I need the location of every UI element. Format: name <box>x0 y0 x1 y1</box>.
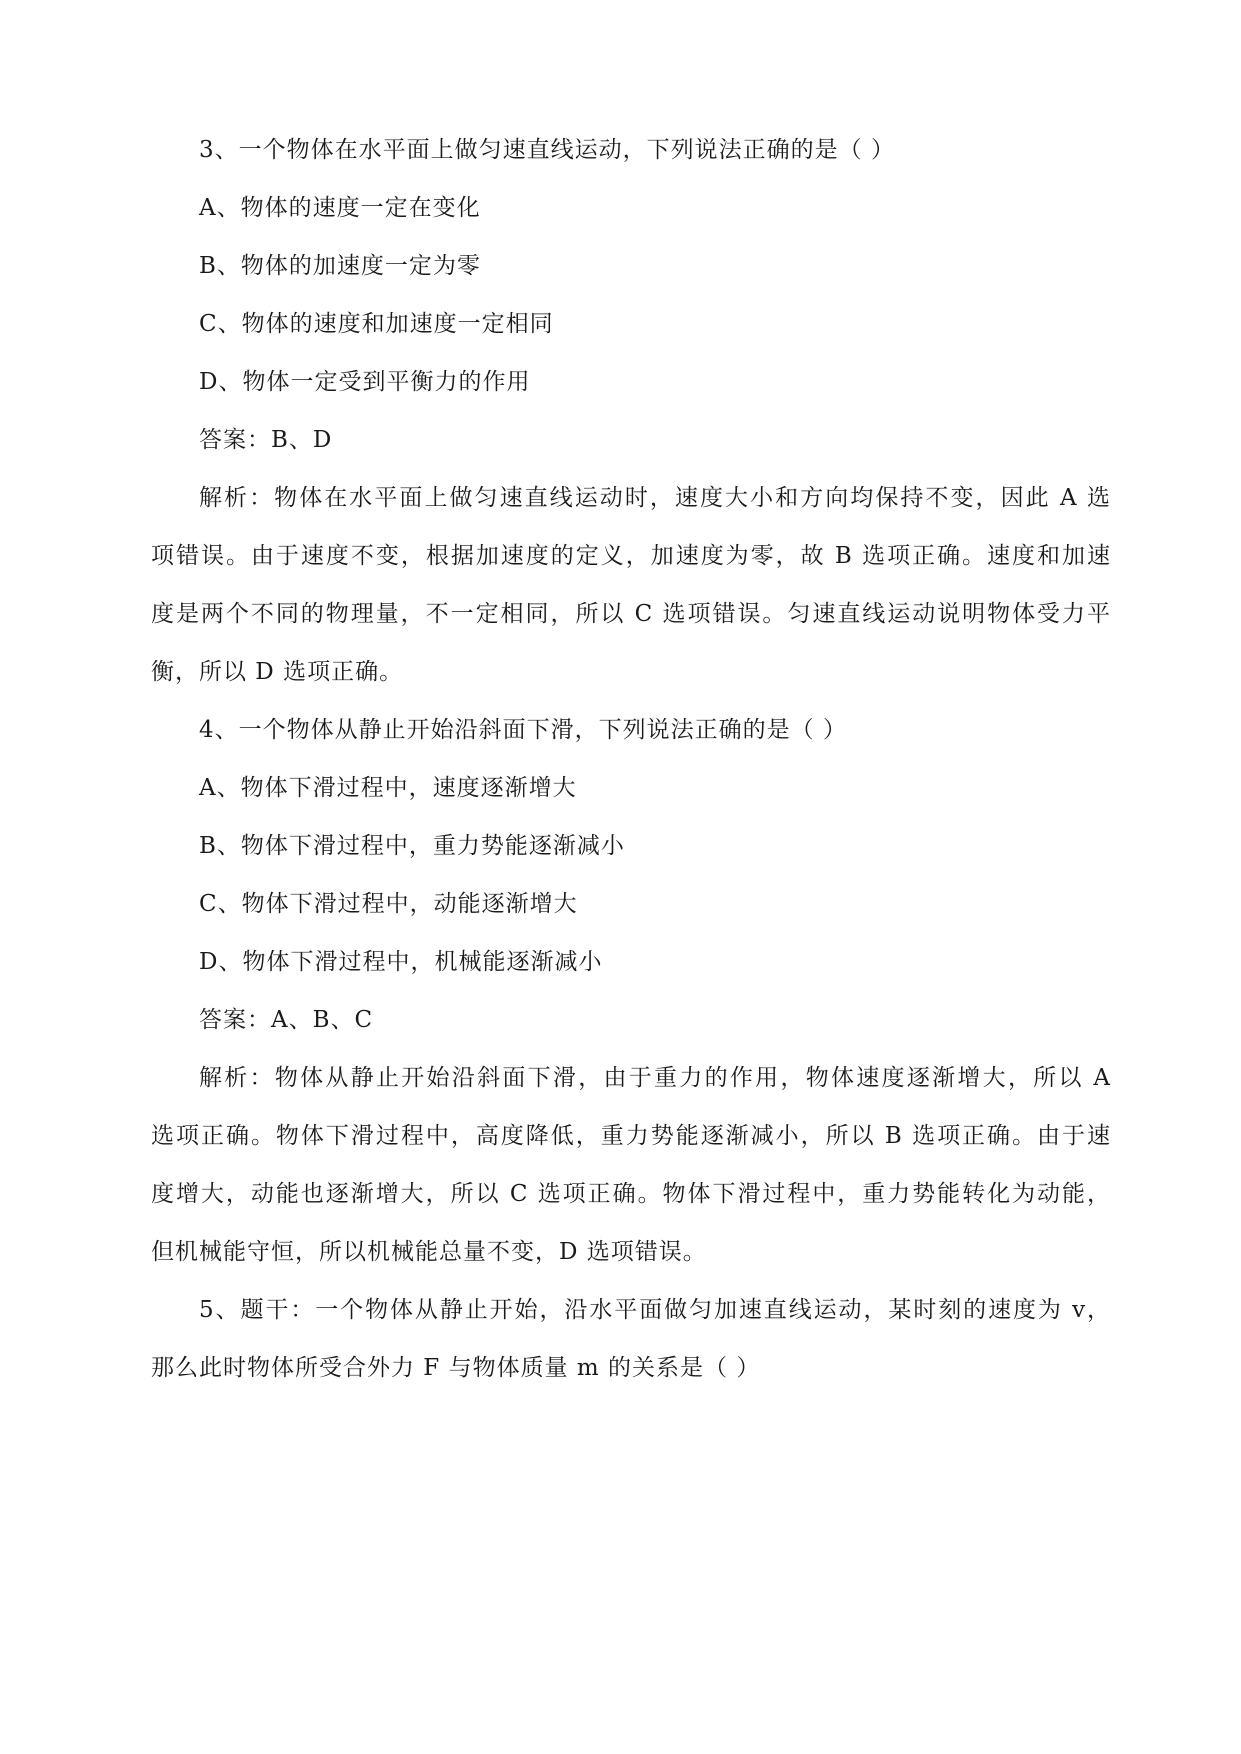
q4-option-a: A、物体下滑过程中，速度逐渐增大 <box>199 775 577 801</box>
q3-option-d: D、物体一定受到平衡力的作用 <box>199 369 531 395</box>
q4-analysis-line-4: 但机械能守恒，所以机械能总量不变，D 选项错误。 <box>151 1239 707 1265</box>
q3-option-a: A、物体的速度一定在变化 <box>199 195 481 221</box>
q3-stem: 3、一个物体在水平面上做匀速直线运动，下列说法正确的是（ ） <box>199 137 895 163</box>
q4-answer: 答案：A、B、C <box>199 1007 374 1033</box>
q4-option-b: B、物体下滑过程中，重力势能逐渐减小 <box>199 833 625 859</box>
q4-stem: 4、一个物体从静止开始沿斜面下滑，下列说法正确的是（ ） <box>199 717 847 743</box>
q3-analysis-line-2: 项错误。由于速度不变，根据加速度的定义，加速度为零，故 B 选项正确。速度和加速 <box>151 543 1111 569</box>
q3-analysis-line-1: 解析：物体在水平面上做匀速直线运动时，速度大小和方向均保持不变，因此 A 选 <box>199 485 1111 511</box>
q4-analysis-line-2: 选项正确。物体下滑过程中，高度降低，重力势能逐渐减小，所以 B 选项正确。由于速 <box>151 1123 1111 1149</box>
q3-option-c: C、物体的速度和加速度一定相同 <box>199 311 554 337</box>
q3-analysis-line-4: 衡，所以 D 选项正确。 <box>151 659 404 685</box>
q3-analysis-line-3: 度是两个不同的物理量，不一定相同，所以 C 选项错误。匀速直线运动说明物体受力平 <box>151 601 1111 627</box>
q5-stem-line-2: 那么此时物体所受合外力 F 与物体质量 m 的关系是（ ） <box>151 1355 761 1381</box>
q4-option-d: D、物体下滑过程中，机械能逐渐减小 <box>199 949 603 975</box>
q3-option-b: B、物体的加速度一定为零 <box>199 253 481 279</box>
q5-stem-line-1: 5、题干：一个物体从静止开始，沿水平面做匀加速直线运动，某时刻的速度为 v， <box>199 1297 1111 1323</box>
q3-answer: 答案：B、D <box>199 427 333 453</box>
q4-analysis-line-1: 解析：物体从静止开始沿斜面下滑，由于重力的作用，物体速度逐渐增大，所以 A <box>199 1065 1111 1091</box>
q4-analysis-line-3: 度增大，动能也逐渐增大，所以 C 选项正确。物体下滑过程中，重力势能转化为动能， <box>151 1181 1111 1207</box>
q4-option-c: C、物体下滑过程中，动能逐渐增大 <box>199 891 578 917</box>
